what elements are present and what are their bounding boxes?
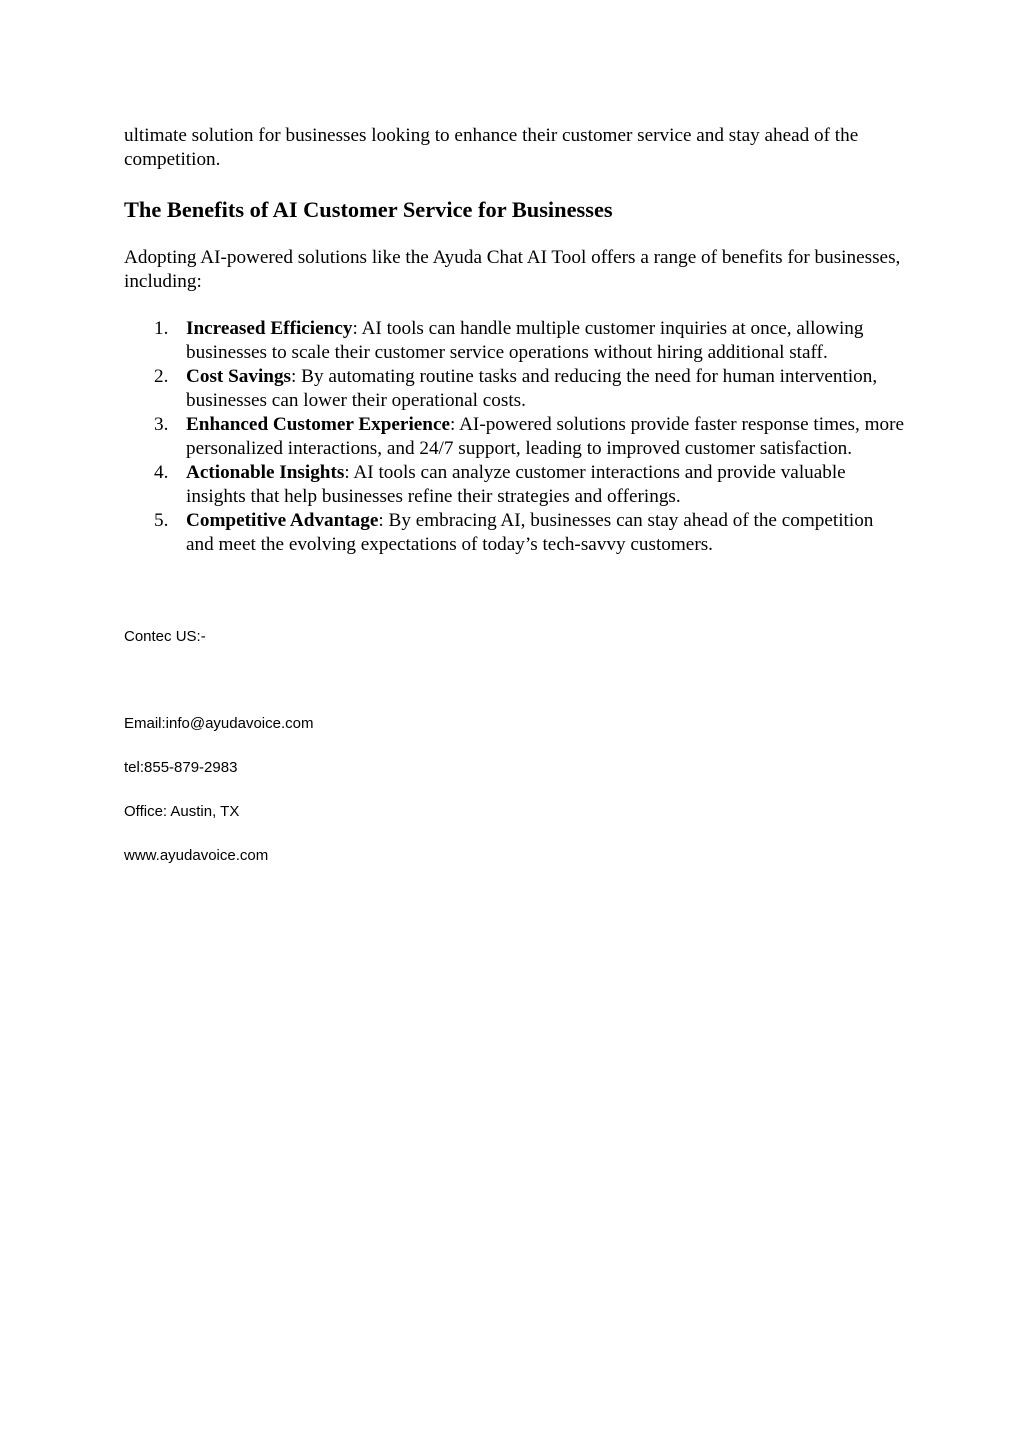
benefit-number: 4.	[154, 462, 169, 483]
benefit-number: 3.	[154, 414, 169, 435]
contact-email: Email:info@ayudavoice.com	[124, 715, 314, 732]
contact-phone: tel:855-879-2983	[124, 759, 238, 776]
benefit-number: 1.	[154, 318, 169, 339]
contact-label: Contec US:-	[124, 628, 206, 645]
benefit-number: 5.	[154, 510, 169, 531]
section-heading: The Benefits of AI Customer Service for Businesses	[124, 197, 613, 222]
intro-continued-paragraph: ultimate solution for businesses looking to enhance their customer service and stay ahead of the competition.	[124, 125, 859, 170]
benefits-list	[124, 317, 904, 557]
benefit-text: : By embracing AI, businesses can stay ahead of the competition and meet the evolving expectations of today’s tech-savvy customers.	[186, 510, 874, 555]
benefit-term: Actionable Insights	[186, 462, 345, 483]
benefit-term: Cost Savings	[186, 366, 292, 387]
benefit-text: : By automating routine tasks and reducing the need for human intervention, businesses can lower their operational costs.	[186, 366, 878, 411]
benefit-text: : AI tools can handle multiple customer inquiries at once, allowing businesses to scale their customer service operations without hiring additional staff.	[186, 318, 864, 363]
section-intro-paragraph: Adopting AI-powered solutions like the Ayuda Chat AI Tool offers a range of benefits for businesses, including:	[124, 247, 901, 292]
benefit-item-increased-efficiency	[124, 317, 904, 365]
benefit-term: Enhanced Customer Experience	[186, 414, 450, 435]
benefit-text: : AI-powered solutions provide faster response times, more personalized interactions, and 24/7 support, leading to improved customer satisfaction.	[186, 414, 904, 459]
benefit-item-competitive-advantage	[124, 509, 904, 557]
contact-office: Office: Austin, TX	[124, 803, 240, 820]
benefit-term: Increased Efficiency	[186, 318, 353, 339]
benefit-item-actionable-insights	[124, 461, 904, 509]
benefit-text: : AI tools can analyze customer interactions and provide valuable insights that help businesses refine their strategies and offerings.	[186, 462, 846, 507]
benefit-item-cost-savings	[124, 365, 904, 413]
benefit-term: Competitive Advantage	[186, 510, 379, 531]
benefit-number: 2.	[154, 366, 169, 387]
benefit-item-enhanced-customer-experience	[124, 413, 904, 461]
contact-website: www.ayudavoice.com	[124, 847, 269, 864]
